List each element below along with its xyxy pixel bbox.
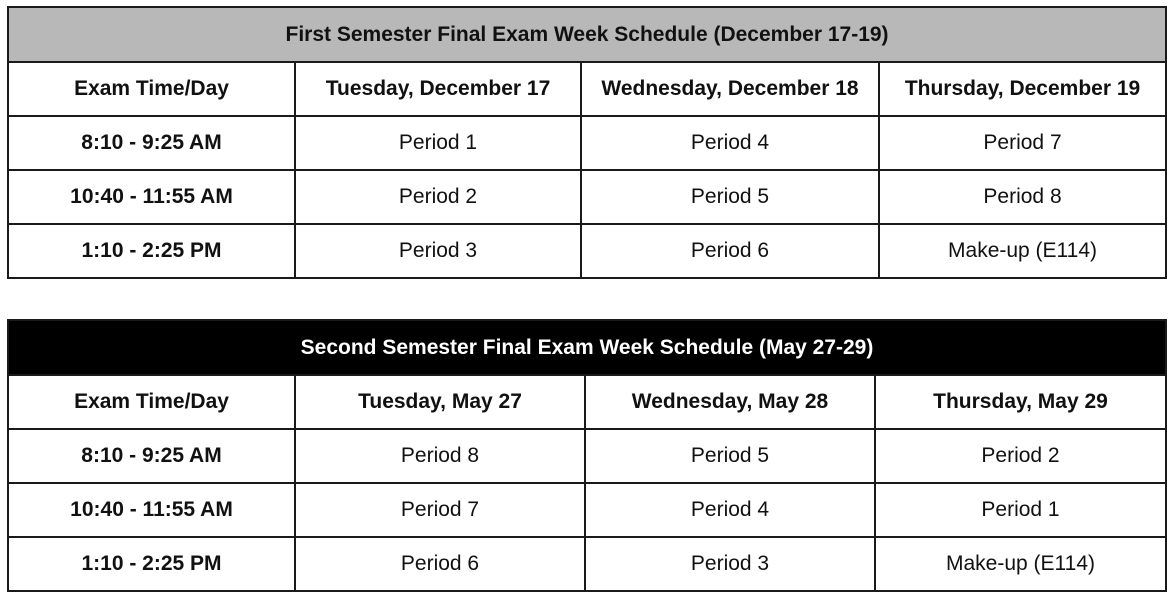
- table-title-row: [8, 320, 1166, 375]
- exam-time-cell: 1:10 - 2:25 PM: [8, 224, 295, 278]
- header-exam-time-day: Exam Time/Day: [8, 375, 295, 429]
- exam-time-cell: 8:10 - 9:25 AM: [8, 116, 295, 170]
- period-cell: Period 1: [295, 116, 581, 170]
- period-cell: Period 6: [295, 537, 585, 591]
- period-cell: Period 7: [879, 116, 1166, 170]
- header-day-3: Thursday, December 19: [879, 62, 1166, 116]
- table-header-row: [8, 62, 1166, 116]
- exam-time-cell: 10:40 - 11:55 AM: [8, 483, 295, 537]
- exam-time-cell: 10:40 - 11:55 AM: [8, 170, 295, 224]
- period-cell: Make-up (E114): [879, 224, 1166, 278]
- table-header-row: [8, 375, 1166, 429]
- period-cell: Period 6: [581, 224, 879, 278]
- header-day-1: Tuesday, May 27: [295, 375, 585, 429]
- period-cell: Period 5: [585, 429, 875, 483]
- period-cell: Period 3: [295, 224, 581, 278]
- table-row: [8, 537, 1166, 591]
- table-title: Second Semester Final Exam Week Schedule (May 27-29): [8, 320, 1166, 375]
- period-cell: Period 2: [295, 170, 581, 224]
- table-row: [8, 483, 1166, 537]
- header-day-3: Thursday, May 29: [875, 375, 1166, 429]
- table-title: First Semester Final Exam Week Schedule (December 17-19): [8, 7, 1166, 62]
- period-cell: Period 5: [581, 170, 879, 224]
- first-semester-schedule-table: [7, 6, 1167, 279]
- period-cell: Period 7: [295, 483, 585, 537]
- header-day-2: Wednesday, May 28: [585, 375, 875, 429]
- table-row: [8, 429, 1166, 483]
- header-exam-time-day: Exam Time/Day: [8, 62, 295, 116]
- period-cell: Period 2: [875, 429, 1166, 483]
- table-row: [8, 224, 1166, 278]
- period-cell: Period 4: [585, 483, 875, 537]
- second-semester-schedule-table: [7, 319, 1167, 592]
- exam-time-cell: 8:10 - 9:25 AM: [8, 429, 295, 483]
- period-cell: Make-up (E114): [875, 537, 1166, 591]
- period-cell: Period 8: [879, 170, 1166, 224]
- period-cell: Period 4: [581, 116, 879, 170]
- table-row: [8, 116, 1166, 170]
- header-day-1: Tuesday, December 17: [295, 62, 581, 116]
- period-cell: Period 3: [585, 537, 875, 591]
- exam-time-cell: 1:10 - 2:25 PM: [8, 537, 295, 591]
- table-title-row: [8, 7, 1166, 62]
- period-cell: Period 1: [875, 483, 1166, 537]
- period-cell: Period 8: [295, 429, 585, 483]
- table-row: [8, 170, 1166, 224]
- header-day-2: Wednesday, December 18: [581, 62, 879, 116]
